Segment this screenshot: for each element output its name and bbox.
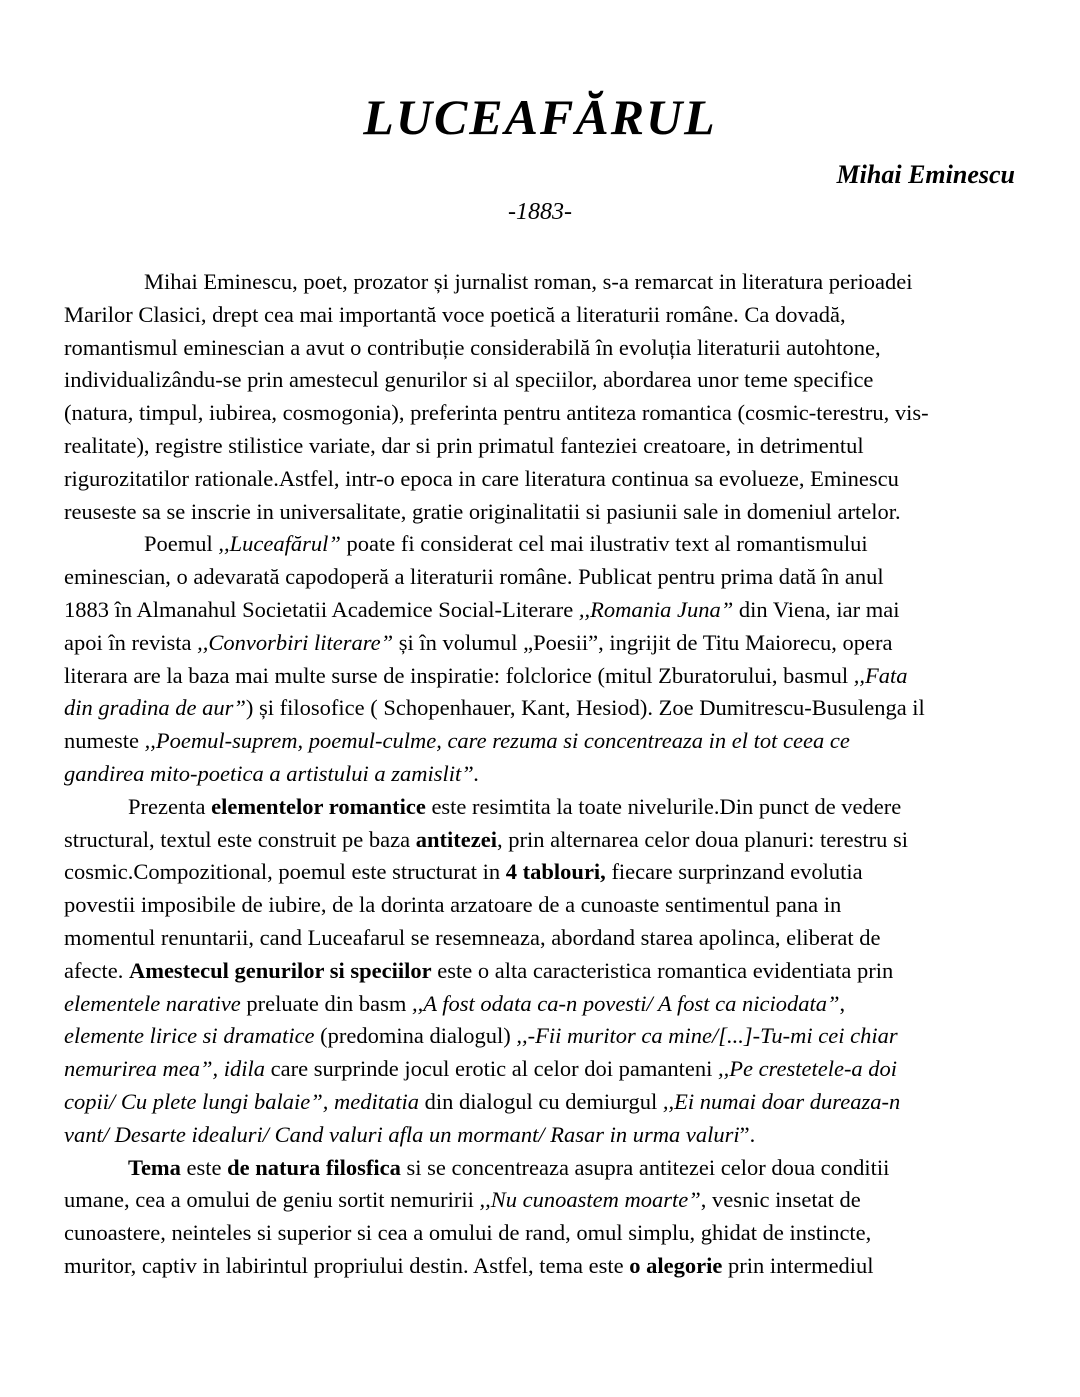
text-line xyxy=(64,660,1029,693)
italic-text: ,,Luceafărul” xyxy=(218,531,341,557)
bold-text: o alegorie xyxy=(629,1252,723,1278)
text-run: rigurozitatilor rationale.Astfel, intr-o epoca in care literatura continua sa evolueze, Eminescu xyxy=(64,465,899,491)
text-line xyxy=(64,266,1029,299)
text-run: numeste xyxy=(64,728,145,754)
text-run: , xyxy=(839,990,846,1016)
text-line xyxy=(64,332,1029,365)
text-run: povestii imposibile de iubire, de la dorinta arzatoare de a cunoaste sentimentul pana in xyxy=(64,892,842,918)
text-run: muritor, captiv in labirintul propriului destin. Astfel, tema este xyxy=(64,1252,630,1278)
bold-text: de natura filosfica xyxy=(227,1154,401,1180)
bold-text: Amestecul genurilor si speciilor xyxy=(128,957,432,983)
bold-text: 4 tablouri, xyxy=(505,859,606,885)
text-run: (natura, timpul, iubirea, cosmogonia), preferinta pentru antiteza romantica (cosmic-terestru, vis- xyxy=(64,400,929,426)
text-run: cosmic.Compozitional, poemul este structurat in xyxy=(64,859,506,885)
text-run: din Viena, iar mai xyxy=(733,596,900,622)
text-line xyxy=(64,496,1029,529)
text-line xyxy=(64,299,1029,332)
italic-text: ,,Poemul-suprem, poemul-culme, care rezuma si concentreaza in el tot ceea ce xyxy=(144,728,850,754)
text-line xyxy=(64,430,1029,463)
body-text xyxy=(64,266,1029,1283)
text-run: care surprinde jocul erotic al celor doi pamanteni xyxy=(265,1056,718,1082)
text-run: , vesnic insetat de xyxy=(700,1187,861,1213)
text-run: individualizându-se prin amestecul genurilor si al speciilor, abordarea unor teme specifice xyxy=(64,367,874,393)
text-run: poate fi considerat cel mai ilustrativ text al romantismului xyxy=(340,531,868,557)
text-line xyxy=(64,889,1029,922)
text-run: eminescian, o adevarată capodoperă a literaturii române. Publicat pentru prima dată în anul xyxy=(64,564,884,590)
text-line xyxy=(64,692,1029,725)
paragraph xyxy=(64,528,1029,790)
italic-text: ,,A fost odata ca-n povesti/ A fost ca niciodata” xyxy=(412,990,840,1016)
text-run: romantismul eminescian a avut o contribuție considerabilă în evoluția literaturii autohtone, xyxy=(64,334,881,360)
bold-text: elementelor romantice xyxy=(211,793,426,819)
author-name: Mihai Eminescu xyxy=(836,160,1015,189)
text-line xyxy=(64,1184,1029,1217)
text-run: din dialogul cu demiurgul xyxy=(418,1088,663,1114)
text-run: umane, cea a omului de geniu sortit nemuririi xyxy=(64,1187,480,1213)
italic-text: ,,Romania Juna” xyxy=(578,596,734,622)
text-run: realitate), registre stilistice variate, dar si prin primatul fanteziei creatoare, in detrimentul xyxy=(64,432,864,458)
text-line xyxy=(64,1250,1029,1283)
italic-text: gandirea mito-poetica a artistului a zamislit”. xyxy=(64,760,480,786)
text-line xyxy=(64,561,1029,594)
text-line xyxy=(64,955,1029,988)
text-run: este resimtita la toate nivelurile.Din punct de vedere xyxy=(425,793,902,819)
text-run: fiecare surprinzand evolutia xyxy=(605,859,863,885)
italic-text: din gradina de aur” xyxy=(64,695,246,721)
text-run: Mihai Eminescu, poet, prozator și jurnalist roman, s-a remarcat in literatura perioadei xyxy=(144,269,913,294)
text-run: și în volumul „Poesii”, ingrijit de Titu Maiorecu, opera xyxy=(393,629,893,655)
italic-text: vant/ Desarte idealuri/ Cand valuri afla un mormant/ Rasar in urma valuri xyxy=(64,1121,740,1147)
text-line xyxy=(64,1152,1029,1185)
text-line xyxy=(64,594,1029,627)
text-line xyxy=(64,1020,1029,1053)
publication-year: -1883- xyxy=(508,199,572,225)
bold-text: Tema xyxy=(128,1154,181,1180)
text-line xyxy=(64,1086,1029,1119)
text-run: apoi în revista xyxy=(64,629,198,655)
italic-text: ,,Convorbiri literare” xyxy=(197,629,394,655)
text-run: prin intermediul xyxy=(722,1252,874,1278)
text-line xyxy=(64,791,1029,824)
text-run: Prezenta xyxy=(128,793,212,819)
text-run: momentul renuntarii, cand Luceafarul se resemneaza, abordand starea apolinca, eliberat de xyxy=(64,924,881,950)
text-line xyxy=(64,463,1029,496)
text-run: si se concentreaza asupra antitezei celor doua conditii xyxy=(400,1154,890,1180)
text-run: cunoastere, neinteles si superior si cea a omului de rand, omul simplu, ghidat de instincte, xyxy=(64,1220,872,1246)
paragraph xyxy=(64,266,1029,528)
text-run: ) și filosofice ( Schopenhauer, Kant, Hesiod). Zoe Dumitrescu-Busulenga il xyxy=(245,695,925,721)
italic-text: ,,-Fii muritor ca mine/[...]-Tu-mi cei chiar xyxy=(516,1023,898,1049)
text-run: Poemul xyxy=(144,531,219,557)
text-run: preluate din basm xyxy=(240,990,412,1016)
italic-text: elementele narative xyxy=(64,990,241,1016)
text-run: este o alta caracteristica romantica evidentiata prin xyxy=(431,957,894,983)
text-line xyxy=(64,922,1029,955)
text-line xyxy=(64,1053,1029,1086)
text-line xyxy=(64,1217,1029,1250)
text-run: structural, textul este construit pe baza xyxy=(64,826,416,852)
italic-text: ,,Pe crestetele-a doi xyxy=(717,1056,898,1082)
text-run: ”. xyxy=(739,1121,756,1147)
text-run: reuseste sa se inscrie in universalitate, gratie originalitatii si pasiunii sale in domeniul artelor. xyxy=(64,498,901,524)
italic-text: elemente lirice si dramatice xyxy=(64,1023,315,1049)
text-line xyxy=(64,725,1029,758)
italic-text: copii/ Cu plete lungi balaie”, meditatia xyxy=(64,1088,419,1114)
text-run: 1883 în Almanahul Societatii Academice Social-Literare xyxy=(64,596,579,622)
page-title: LUCEAFĂRUL xyxy=(363,89,717,145)
text-run: (predomina dialogul) xyxy=(314,1023,517,1049)
paragraph xyxy=(64,1152,1029,1283)
italic-text: nemurirea mea”, idila xyxy=(64,1056,266,1082)
text-line xyxy=(64,364,1029,397)
italic-text: ,,Fata xyxy=(853,662,908,688)
text-line xyxy=(64,1119,1029,1152)
text-line xyxy=(64,988,1029,1021)
text-line xyxy=(64,824,1029,857)
text-line xyxy=(64,528,1029,561)
text-run: afecte. xyxy=(64,957,129,983)
text-line xyxy=(64,397,1029,430)
bold-text: antitezei xyxy=(415,826,497,852)
text-line xyxy=(64,758,1029,791)
italic-text: ,,Nu cunoastem moarte” xyxy=(479,1187,701,1213)
text-run: literara are la baza mai multe surse de inspiratie: folclorice (mitul Zburatorului, basmul xyxy=(64,662,854,688)
text-line xyxy=(64,856,1029,889)
text-run: este xyxy=(180,1154,228,1180)
paragraph xyxy=(64,791,1029,1152)
text-run: Marilor Clasici, drept cea mai importantă voce poetică a literaturii române. Ca dovadă, xyxy=(64,301,846,327)
text-run: , prin alternarea celor doua planuri: terestru si xyxy=(496,826,909,852)
italic-text: ,,Ei numai doar dureaza-n xyxy=(662,1088,901,1114)
text-line xyxy=(64,627,1029,660)
